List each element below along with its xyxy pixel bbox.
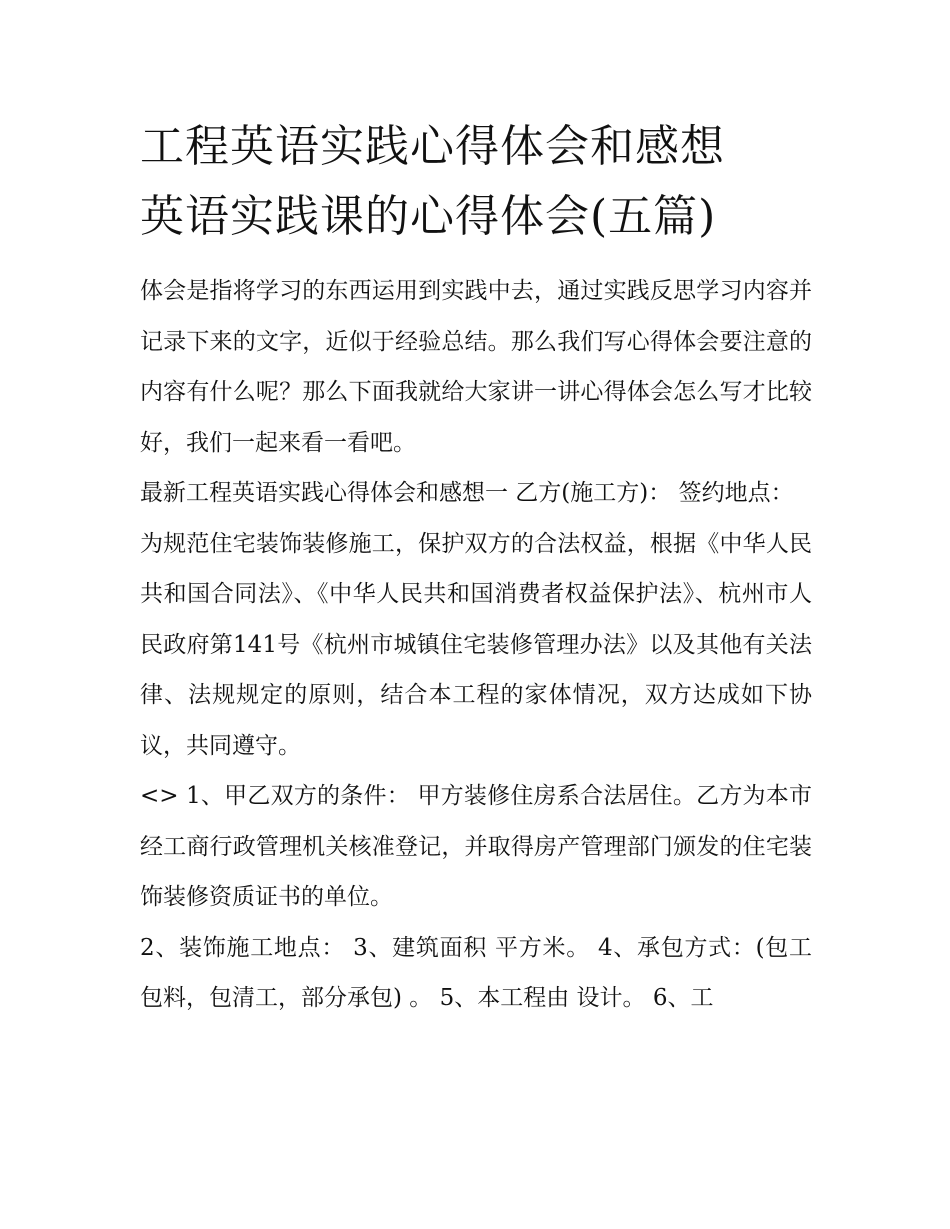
document-body	[140, 112, 812, 1024]
paragraph-project-details: 2、装饰施工地点： 3、建筑面积 平方米。 4、承包方式：(包工包料，包清工，部分承包) 。 5、本工程由 设计。 6、工	[140, 934, 812, 1011]
title-line-2: 英语实践课的心得体会(五篇)	[140, 191, 717, 242]
paragraph-intro: 体会是指将学习的东西运用到实践中去，通过实践反思学习内容并记录下来的文字，近似于经验总结。那么我们写心得体会要注意的内容有什么呢？那么下面我就给大家讲一讲心得体会怎么写才比较好，我们一起来看一看吧。	[140, 278, 812, 456]
title-line-1: 工程英语实践心得体会和感想	[140, 121, 725, 172]
paragraph-party-conditions: <> 1、甲乙双方的条件： 甲方装修住房系合法居住。乙方为本市经工商行政管理机关核准登记，并取得房产管理部门颁发的住宅装饰装修资质证书的单位。	[140, 783, 812, 910]
document-title	[140, 112, 812, 252]
paragraph-contract-header: 最新工程英语实践心得体会和感想一 乙方(施工方)： 签约地点：	[140, 480, 794, 506]
paragraph-legal-basis: 为规范住宅装饰装修施工，保护双方的合法权益，根据《中华人民共和国合同法》、《中华人民共和国消费者权益保护法》、杭州市人民政府第141号《杭州市城镇住宅装修管理办法》以及其他有关法律、法规规定的原则，结合本工程的家体情况，双方达成如下协议，共同遵守。	[140, 530, 812, 759]
